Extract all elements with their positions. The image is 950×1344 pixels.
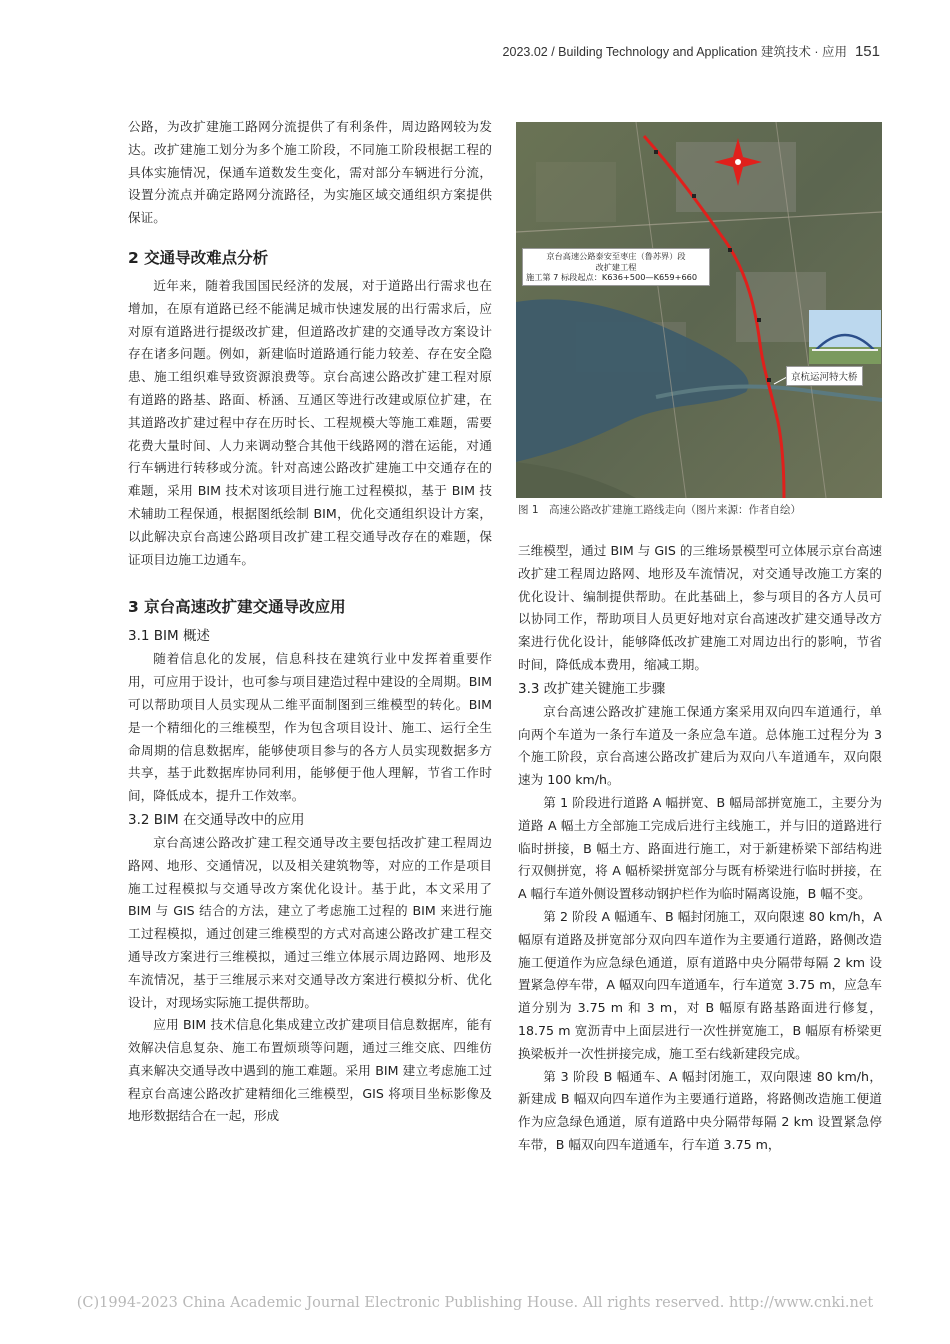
section-heading: 2 交通导改难点分析 [128,248,269,267]
left-column [128,116,492,1128]
paragraph: 公路，为改扩建施工路网分流提供了有利条件，周边路网较为发达。改扩建施工划分为多个施工阶段，不同施工阶段根据工程的具体实施情况，保通车道数发生变化，需对部分车辆进行分流，设置分流点并确定路网分流路径，为实施区域交通组织方案提供保证。 [128,119,492,226]
running-header [503,42,880,60]
paragraph: 第 2 阶段 A 幅通车、B 幅封闭施工，双向限速 80 km/h，A 幅原有道路及拼宽部分双向四车道作为主要通行道路，路侧改造施工便道作为应急绿色通道，原有道路中央分隔带每隔 2 km 设置紧急停车带，A 幅双向四车道通车，行车道宽 3.75 m，应急车道分别为 3.75 m 和 3 m，对 B 幅原有路基路面进行修复，18.75 m 宽沥青中上面层进行一次性拼宽施工，B 幅原有桥梁更换梁板并一次性拼接完成，施工至右线新建段完成。 [518,908,882,1061]
page-number: 151 [854,43,880,60]
paragraph: 应用 BIM 技术信息化集成建立改扩建项目信息数据库，能有效解决信息复杂、施工布置烦琐等问题，通过三维交底、四维仿真来解决交通导改中遇到的施工难题。采用 BIM 建立考虑施工过程京台高速公路改扩建精细化三维模型，GIS 将项目坐标影像及地形数据结合在一起，形成 [128,1017,492,1124]
project-label: 京台高速公路泰安至枣庄（鲁苏界）段 改扩建工程 施工第 7 标段起点：K636+500—K659+660 [522,248,710,286]
bridge-photo [809,310,881,364]
paragraph: 随着信息化的发展，信息科技在建筑行业中发挥着重要作用，可应用于设计，也可参与项目建造过程中建设的全周期。BIM 可以帮助项目人员实现从二维平面制图到三维模型的转化。BIM 是一个精细化的三维模型，作为包含项目设计、施工、运行全生命周期的信息数据库，能够使项目参与的各方人员实现数据多方共享，基于此数据库协同利用，能够便于他人理解，节省工作时间，降低成本，提升工作效率。 [128,651,492,804]
route-map-figure [516,122,882,498]
subsection-heading: 3.3 改扩建关键施工步骤 [518,680,666,697]
copyright-footer: (C)1994-2023 China Academic Journal Electronic Publishing House. All rights reserved. http://www.cnki.net [76,1295,874,1311]
section-heading: 3 京台高速改扩建交通导改应用 [128,598,346,617]
subsection-heading: 3.1 BIM 概述 [128,628,210,645]
subsection-heading: 3.2 BIM 在交通导改中的应用 [128,811,305,828]
bridge-label: 京杭运河特大桥 [786,366,863,386]
satellite-map [516,122,882,498]
paragraph: 第 1 阶段进行道路 A 幅拼宽、B 幅局部拼宽施工，主要分为道路 A 幅土方全部施工完成后进行主线施工，并与旧的道路进行临时拼接，B 幅土方、路面进行施工，对于新建桥梁下部结构进行双侧拼宽，将 A 幅桥梁拼宽部分与既有桥梁进行临时拼接，在 A 幅行车道外侧设置移动钢护栏作为临时隔离设施，B 幅不变。 [518,794,882,902]
right-column [518,540,882,1157]
paragraph: 三维模型，通过 BIM 与 GIS 的三维场景模型可立体展示京台高速改扩建工程周边路网、地形及车流情况，对交通导改施工方案的优化设计、编制提供帮助。在此基础上，参与项目的各方人员可以协同工作，帮助项目人员更好地对京台高速改扩建交通导改方案进行优化设计，能够降低改扩建施工对周边出行的影响，节省时间，降低成本费用，缩减工期。 [518,543,882,672]
paragraph: 第 3 阶段 B 幅通车、A 幅封闭施工，双向限速 80 km/h，新建成 B 幅双向四车道作为主要通行道路，将路侧改造施工便道作为应急绿色通道，原有道路中央分隔带每隔 2 km 设置紧急停车带，B 幅双向四车道通车，行车道 3.75 m， [518,1068,882,1152]
journal-title: 2023.02 / Building Technology and Application 建筑技术 · 应用 [502,45,847,59]
figure-caption: 图 1 高速公路改扩建施工路线走向（图片来源：作者自绘） [518,504,802,516]
paragraph: 近年来，随着我国国民经济的发展，对于道路出行需求也在增加，在原有道路已经不能满足城市快速发展的出行需求后，应对原有道路进行提级改扩建，但道路改扩建的交通导改方案设计存在诸多问题。例如，新建临时道路通行能力较差、存在安全隐患、施工组织难导致资源浪费等。京台高速公路改扩建工程对原有道路的路基、路面、桥涵、互通区等进行改建或原位扩建，在其道路改扩建过程中存在历时长、工程规模大等施工难题，需要花费大量时间、人力来调动整合其他干线路网的潜在运能，对通行车辆进行转移或分流。针对高速公路改扩建施工中交通存在的难题，采用 BIM 技术对该项目进行施工过程模拟，基于 BIM 技术辅助工程保通，根据图纸绘制 BIM，优化交通组织设计方案，以此解决京台高速公路项目改扩建工程交通导改存在的难题，保证项目边施工边通车。 [128,277,492,567]
paragraph: 京台高速公路改扩建施工保通方案采用双向四车道通行，单向两个车道为一条行车道及一条应急车道。总体施工过程分为 3 个施工阶段，京台高速公路改扩建后为双向八车道通车，双向限速为 100 km/h。 [518,703,882,788]
paragraph: 京台高速公路改扩建工程交通导改主要包括改扩建工程周边路网、地形、交通情况，以及相关建筑物等，对应的工作是项目施工过程模拟与交通导改方案优化设计。基于此，本文采用了 BIM 与 GIS 结合的方法，建立了考虑施工过程的 BIM 来进行施工过程模拟，通过创建三维模型的方式对高速公路改扩建工程交通导改方案进行三维模拟，通过三维立体展示周边路网、地形及车流情况，基于三维展示来对交通导改方案进行模拟分析、优化设计，对现场实际施工提供帮助。 [128,834,492,1010]
